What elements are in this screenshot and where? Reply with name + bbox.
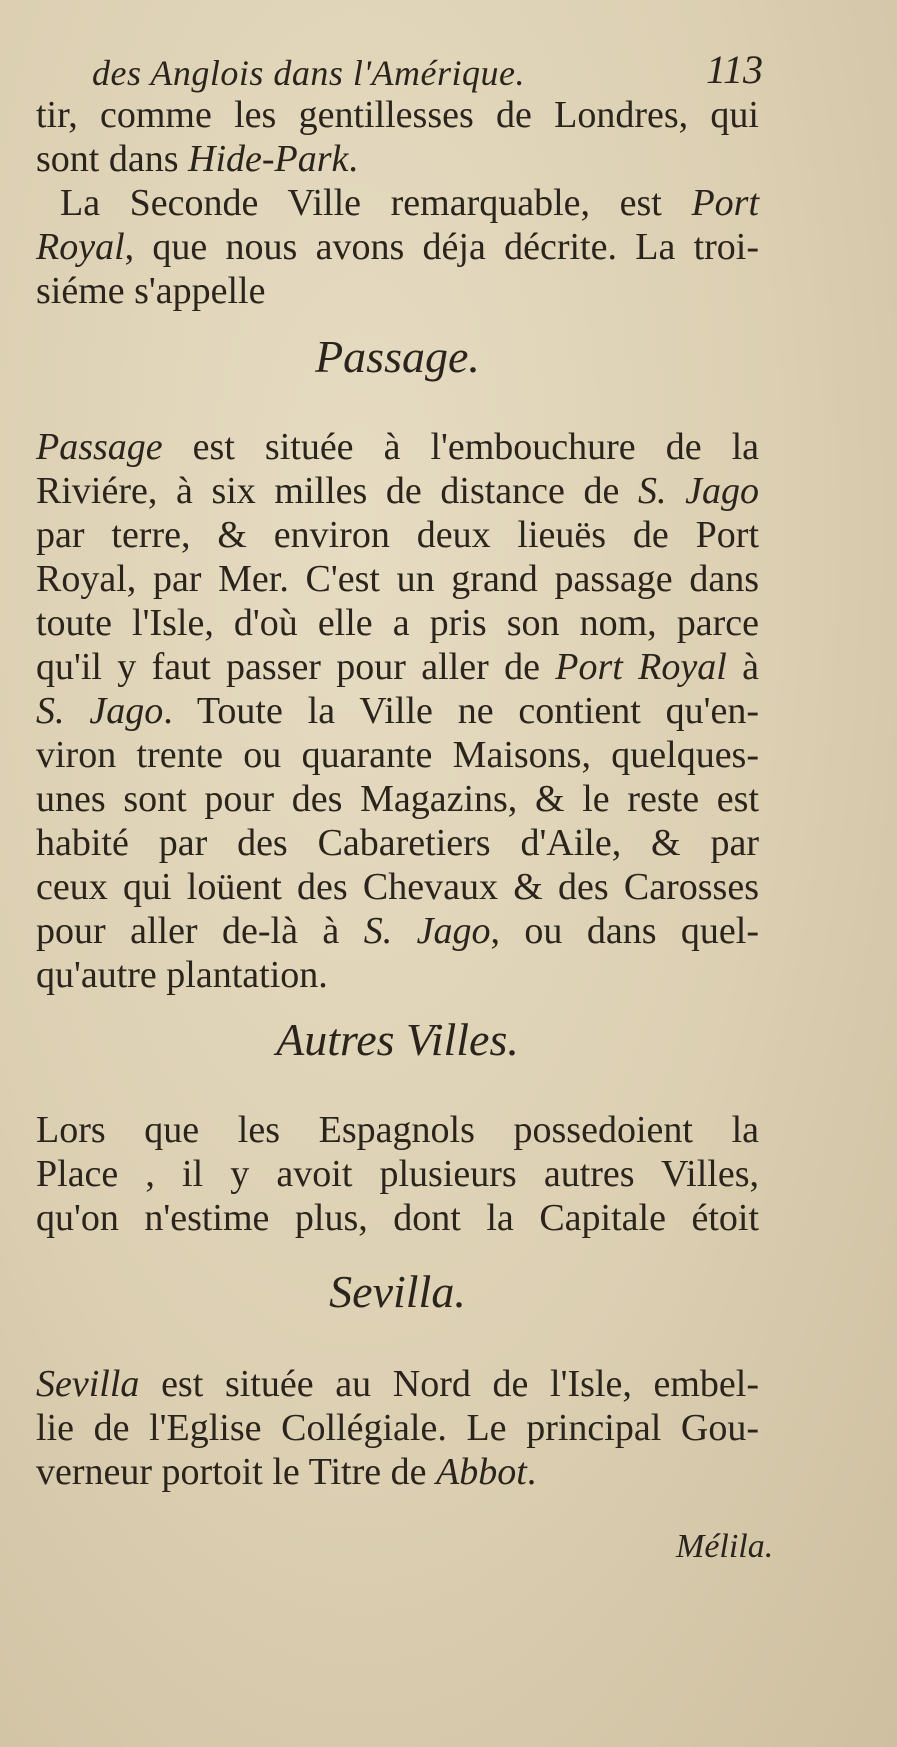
text: qu'il y faut passer pour aller de [36,646,556,688]
text-line [36,225,759,269]
text-line [36,1152,759,1196]
place-name: Passage [36,426,163,468]
text: La Seconde Ville remarquable, est [60,182,692,224]
text: viron trente ou quarante Maisons, quelques- [36,734,759,776]
text-line [36,909,759,953]
section-heading-sevilla: Sevilla. [329,1266,466,1317]
text: par terre, & environ deux lieuës de Port [36,514,759,556]
text-line [36,1406,759,1450]
text-line [36,689,759,733]
catchword: Mélila. [676,1528,774,1565]
place-name: Royal [36,226,125,268]
text: Riviére, à six milles de distance de [36,470,638,512]
text-line [36,645,759,689]
text-line [36,513,759,557]
text: sont dans [36,138,188,180]
text: . [526,1451,537,1493]
text-line [36,1196,759,1240]
text-line [36,137,358,181]
text: qu'autre plantation. [36,954,328,996]
text-line [36,469,759,513]
text: est située à l'embouchure de la [162,426,759,468]
text: , ou dans quel- [490,910,759,952]
section-heading-autres-villes: Autres Villes. [276,1014,519,1065]
place-name: S. Jago [36,690,164,732]
text: pour aller de-là à [36,910,364,952]
text-line [36,953,328,997]
text: est située au Nord de l'Isle, embel- [139,1363,759,1405]
text-line [36,865,759,909]
title-name: Abbot [435,1451,527,1493]
text: . Toute la Ville ne contient qu'en- [163,690,760,732]
place-name: Port Royal [555,646,727,688]
text-line [36,425,759,469]
text: . [348,138,358,180]
place-name: S. Jago [363,910,491,952]
text: verneur portoit le Titre de [36,1451,436,1493]
text: lie de l'Eglise Collégiale. Le principal Gou- [36,1407,759,1449]
text-line [36,777,759,821]
text-line [36,733,759,777]
text-line [36,1108,759,1152]
text: toute l'Isle, d'où elle a pris son nom, parce [36,602,759,644]
text: à [726,646,759,688]
text-line [36,1362,759,1406]
running-head: des Anglois dans l'Amérique. [92,53,526,93]
text-line [36,557,759,601]
place-name: Sevilla [36,1363,140,1405]
section-heading-passage: Passage. [315,331,480,382]
text-line [36,93,759,137]
place-name: Hide-Park [188,138,349,180]
text: siéme s'appelle [36,270,266,312]
text: tir, comme les gentillesses de Londres, qui [36,94,759,136]
text: Royal, par Mer. C'est un grand passage dans [36,558,759,600]
text-line [36,1450,536,1494]
text: Lors que les Espagnols possedoient la [36,1109,759,1151]
place-name: Port [691,182,759,224]
text-line [36,269,265,313]
text: Place , il y avoit plusieurs autres Villes, [36,1153,759,1195]
page-number: 113 [706,47,764,92]
text: habité par des Cabaretiers d'Aile, & par [36,822,759,864]
text-line [36,601,759,645]
text-line [60,181,759,225]
text: ceux qui loüent des Chevaux & des Carosses [36,866,759,908]
place-name: S. Jago [638,470,759,512]
text: qu'on n'estime plus, dont la Capitale étoit [36,1197,759,1239]
text-line [36,821,759,865]
text: unes sont pour des Magazins, & le reste est [36,778,759,820]
text: , que nous avons déja décrite. La troi- [124,226,759,268]
